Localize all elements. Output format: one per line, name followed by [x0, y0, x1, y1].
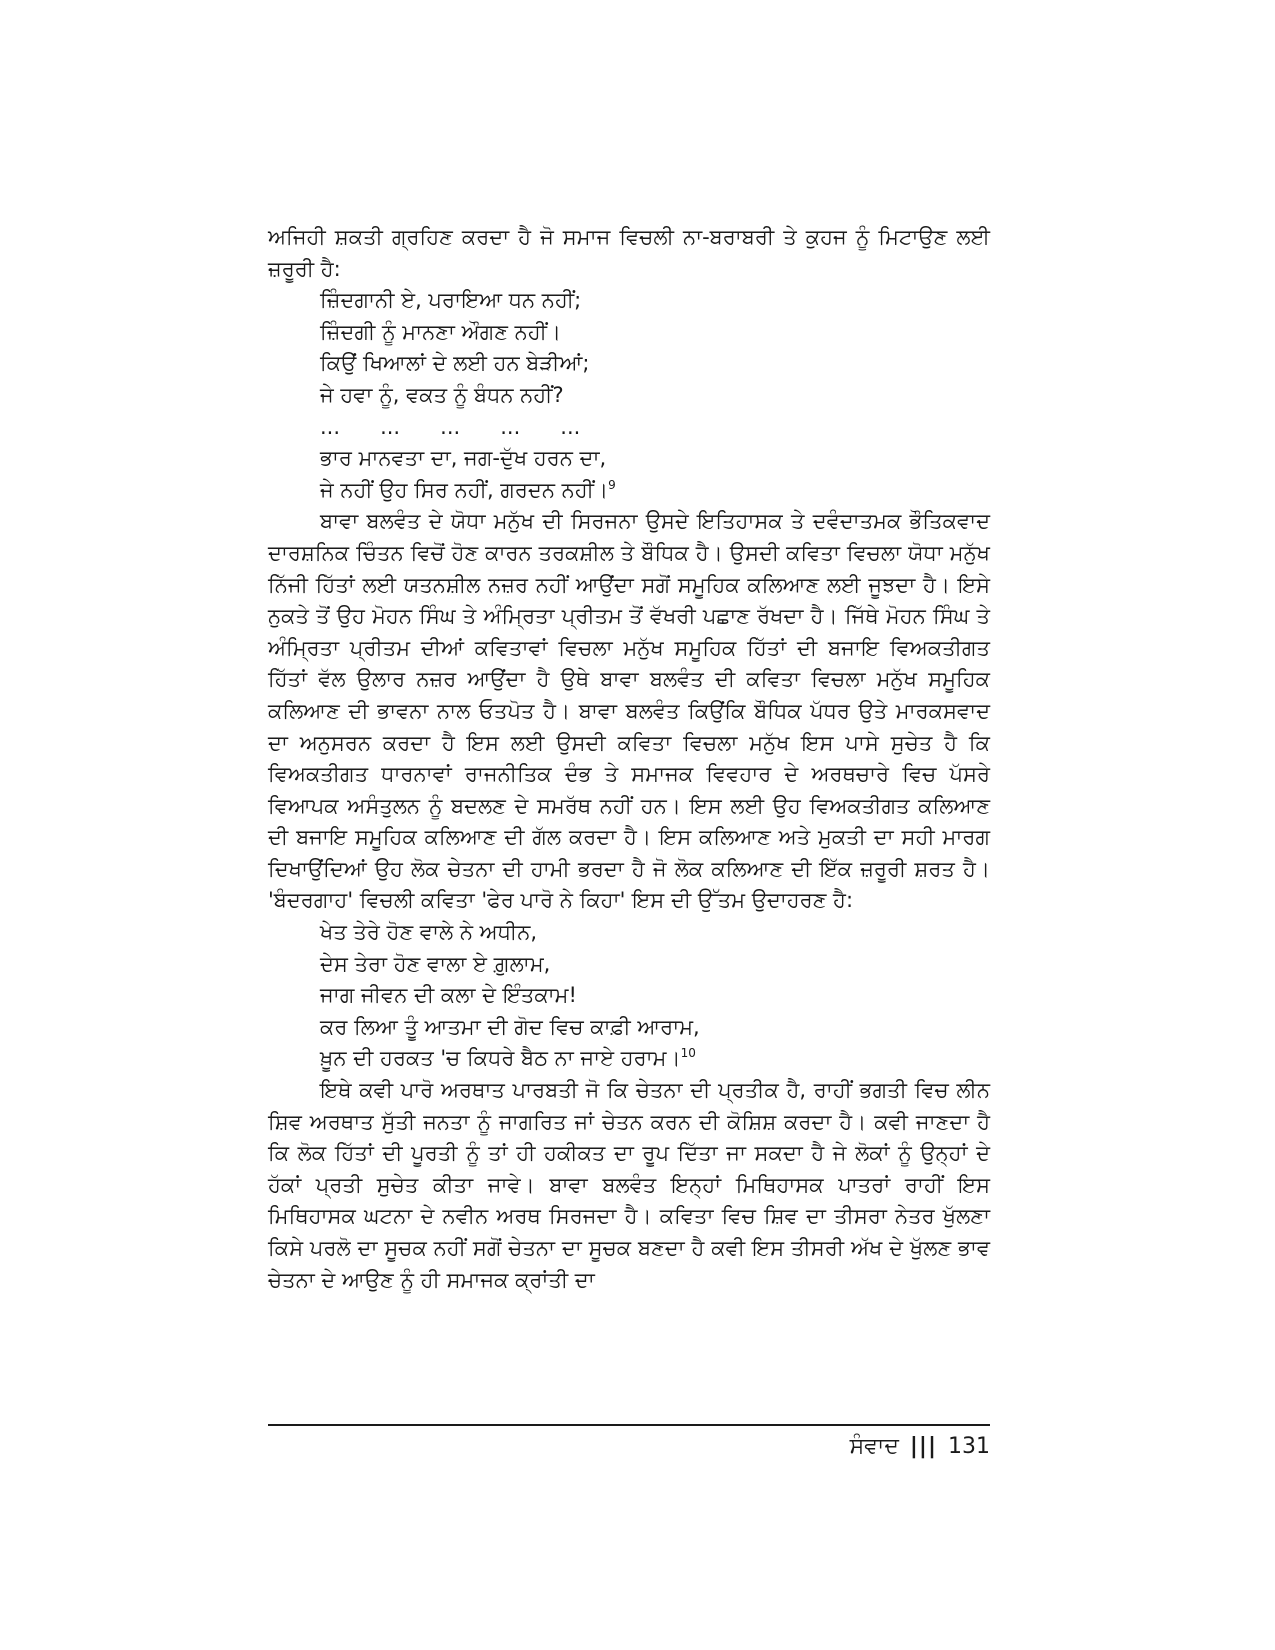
page-footer [850, 1432, 990, 1462]
verse-line: ਕਰ ਲਿਆ ਤੂੰ ਆਤਮਾ ਦੀ ਗੋਦ ਵਿਚ ਕਾਫ਼ੀ ਆਰਾਮ, [320, 1014, 700, 1039]
verse-line: ਜੇ ਹਵਾ ਨੂੰ, ਵਕਤ ਨੂੰ ਬੰਧਨ ਨਹੀਂ? [320, 382, 564, 407]
verse-ellipsis: ... ... ... ... ... [320, 414, 581, 439]
paragraph-2: ਬਾਵਾ ਬਲਵੰਤ ਦੇ ਯੋਧਾ ਮਨੁੱਖ ਦੀ ਸਿਰਜਨਾ ਉਸਦੇ ਇਤਿਹਾਸਕ ਤੇ ਦਵੰਦਾਤਮਕ ਭੌਤਿਕਵਾਦ ਦਾਰਸ਼ਨਿਕ ਚਿੰਤਨ ਵਿਚੋਂ ਹੋਣ ਕਾਰਨ ਤਰਕਸ਼ੀਲ ਤੇ ਬੌਧਿਕ ਹੈ। ਉਸਦੀ ਕਵਿਤਾ ਵਿਚਲਾ ਯੋਧਾ ਮਨੁੱਖ ਨਿੱਜੀ ਹਿੱਤਾਂ ਲਈ ਯਤਨਸ਼ੀਲ ਨਜ਼ਰ ਨਹੀਂ ਆਉਂਦਾ ਸਗੋਂ ਸਮੂਹਿਕ ਕਲਿਆਣ ਲਈ ਜੂਝਦਾ ਹੈ। ਇਸੇ ਨੁਕਤੇ ਤੋਂ ਉਹ ਮੋਹਨ ਸਿੰਘ ਤੇ ਅੰਮ੍ਰਿਤਾ ਪ੍ਰੀਤਮ ਤੋਂ ਵੱਖਰੀ ਪਛਾਣ ਰੱਖਦਾ ਹੈ। ਜਿੱਥੇ ਮੋਹਨ ਸਿੰਘ ਤੇ ਅੰਮ੍ਰਿਤਾ ਪ੍ਰੀਤਮ ਦੀਆਂ ਕਵਿਤਾਵਾਂ ਵਿਚਲਾ ਮਨੁੱਖ ਸਮੂਹਿਕ ਹਿੱਤਾਂ ਦੀ ਬਜਾਇ ਵਿਅਕਤੀਗਤ ਹਿੱਤਾਂ ਵੱਲ ਉਲਾਰ ਨਜ਼ਰ ਆਉਂਦਾ ਹੈ ਉਥੇ ਬਾਵਾ ਬਲਵੰਤ ਦੀ ਕਵਿਤਾ ਵਿਚਲਾ ਮਨੁੱਖ ਸਮੂਹਿਕ ਕਲਿਆਣ ਦੀ ਭਾਵਨਾ ਨਾਲ ਓਤਪੋਤ ਹੈ। ਬਾਵਾ ਬਲਵੰਤ ਕਿਉਂਕਿ ਬੌਧਿਕ ਪੱਧਰ ਉਤੇ ਮਾਰਕਸਵਾਦ ਦਾ ਅਨੁਸਰਨ ਕਰਦਾ ਹੈ ਇਸ ਲਈ ਉਸਦੀ ਕਵਿਤਾ ਵਿਚਲਾ ਮਨੁੱਖ ਇਸ ਪਾਸੇ ਸੁਚੇਤ ਹੈ ਕਿ ਵਿਅਕਤੀਗਤ ਧਾਰਨਾਵਾਂ ਰਾਜਨੀਤਿਕ ਦੰਭ ਤੇ ਸਮਾਜਕ ਵਿਵਹਾਰ ਦੇ ਅਰਥਚਾਰੇ ਵਿਚ ਪੱਸਰੇ ਵਿਆਪਕ ਅਸੰਤੁਲਨ ਨੂੰ ਬਦਲਣ ਦੇ ਸਮਰੱਥ ਨਹੀਂ ਹਨ। ਇਸ ਲਈ ਉਹ ਵਿਅਕਤੀਗਤ ਕਲਿਆਣ ਦੀ ਬਜਾਇ ਸਮੂਹਿਕ ਕਲਿਆਣ ਦੀ ਗੱਲ ਕਰਦਾ ਹੈ। ਇਸ ਕਲਿਆਣ ਅਤੇ ਮੁਕਤੀ ਦਾ ਸਹੀ ਮਾਰਗ ਦਿਖਾਉਂਦਿਆਂ ਉਹ ਲੋਕ ਚੇਤਨਾ ਦੀ ਹਾਮੀ ਭਰਦਾ ਹੈ ਜੋ ਲੋਕ ਕਲਿਆਣ ਦੀ ਇੱਕ ਜ਼ਰੂਰੀ ਸ਼ਰਤ ਹੈ। 'ਬੰਦਰਗਾਹ' ਵਿਚਲੀ ਕਵਿਤਾ 'ਫੇਰ ਪਾਰੋ ਨੇ ਕਿਹਾ' ਇਸ ਦੀ ਉੱਤਮ ਉਦਾਹਰਣ ਹੈ: [268, 509, 990, 913]
verse-line-text: ਖ਼ੂਨ ਦੀ ਹਰਕਤ 'ਚ ਕਿਧਰੇ ਬੈਠ ਨਾ ਜਾਏ ਹਰਾਮ। [320, 1046, 681, 1071]
page-number: 131 [948, 1434, 990, 1459]
footnote-ref: 9 [608, 477, 616, 492]
verse-line: ਜਾਗ ਜੀਵਨ ਦੀ ਕਲਾ ਦੇ ਇੰਤਕਾਮ! [320, 983, 577, 1008]
journal-name: ਸੰਵਾਦ [849, 1434, 899, 1459]
verse-line: ਦੇਸ ਤੇਰਾ ਹੋਣ ਵਾਲਾ ਏ ਗ਼ੁਲਾਮ, [320, 951, 551, 976]
verse-line: ਕਿਉਂ ਖਿਆਲਾਂ ਦੇ ਲਈ ਹਨ ਬੇੜੀਆਂ; [320, 351, 590, 376]
paragraph-3: ਇਥੇ ਕਵੀ ਪਾਰੋ ਅਰਥਾਤ ਪਾਰਬਤੀ ਜੋ ਕਿ ਚੇਤਨਾ ਦੀ ਪ੍ਰਤੀਕ ਹੈ, ਰਾਹੀਂ ਭਗਤੀ ਵਿਚ ਲੀਨ ਸ਼ਿਵ ਅਰਥਾਤ ਸੁੱਤੀ ਜਨਤਾ ਨੂੰ ਜਾਗਰਿਤ ਜਾਂ ਚੇਤਨ ਕਰਨ ਦੀ ਕੋਸ਼ਿਸ਼ ਕਰਦਾ ਹੈ। ਕਵੀ ਜਾਣਦਾ ਹੈ ਕਿ ਲੋਕ ਹਿੱਤਾਂ ਦੀ ਪੂਰਤੀ ਨੂੰ ਤਾਂ ਹੀ ਹਕੀਕਤ ਦਾ ਰੂਪ ਦਿੱਤਾ ਜਾ ਸਕਦਾ ਹੈ ਜੇ ਲੋਕਾਂ ਨੂੰ ਉਨ੍ਹਾਂ ਦੇ ਹੱਕਾਂ ਪ੍ਰਤੀ ਸੁਚੇਤ ਕੀਤਾ ਜਾਵੇ। ਬਾਵਾ ਬਲਵੰਤ ਇਨ੍ਹਾਂ ਮਿਥਿਹਾਸਕ ਪਾਤਰਾਂ ਰਾਹੀਂ ਇਸ ਮਿਥਿਹਾਸਕ ਘਟਨਾ ਦੇ ਨਵੀਨ ਅਰਥ ਸਿਰਜਦਾ ਹੈ। ਕਵਿਤਾ ਵਿਚ ਸ਼ਿਵ ਦਾ ਤੀਸਰਾ ਨੇਤਰ ਖੁੱਲਣਾ ਕਿਸੇ ਪਰਲੋ ਦਾ ਸੂਚਕ ਨਹੀਂ ਸਗੋਂ ਚੇਤਨਾ ਦਾ ਸੂਚਕ ਬਣਦਾ ਹੈ ਕਵੀ ਇਸ ਤੀਸਰੀ ਅੱਖ ਦੇ ਖੁੱਲਣ ਭਾਵ ਚੇਤਨਾ ਦੇ ਆਉਣ ਨੂੰ ਹੀ ਸਮਾਜਕ ਕ੍ਰਾਂਤੀ ਦਾ [268, 1078, 990, 1292]
verse-line-text: ਜੇ ਨਹੀਂ ਉਹ ਸਿਰ ਨਹੀਂ, ਗਰਦਨ ਨਹੀਂ। [320, 477, 609, 502]
verse-line: ਭਾਰ ਮਾਨਵਤਾ ਦਾ, ਜਗ-ਦੁੱਖ ਹਰਨ ਦਾ, [320, 446, 607, 471]
verse-block-2 [268, 917, 990, 1075]
verse-line-last [268, 1043, 990, 1075]
footnote-ref: 10 [680, 1046, 696, 1061]
verse-line: ਜ਼ਿੰਦਗੀ ਨੂੰ ਮਾਨਣਾ ਔਗਣ ਨਹੀਂ। [320, 319, 562, 344]
verse-block-1 [268, 285, 990, 506]
footer-rule [268, 1424, 990, 1426]
verse-line: ਖੇਤ ਤੇਰੇ ਹੋਣ ਵਾਲੇ ਨੇ ਅਧੀਨ, [320, 920, 538, 945]
verse-line: ਜ਼ਿੰਦਗਾਨੀ ਏ, ਪਰਾਇਆ ਧਨ ਨਹੀਂ; [320, 288, 582, 313]
verse-line-last [268, 475, 990, 507]
body-text [268, 222, 990, 1296]
paragraph-1: ਅਜਿਹੀ ਸ਼ਕਤੀ ਗ੍ਰਹਿਣ ਕਰਦਾ ਹੈ ਜੋ ਸਮਾਜ ਵਿਚਲੀ ਨਾ-ਬਰਾਬਰੀ ਤੇ ਕੁਹਜ ਨੂੰ ਮਿਟਾਉਣ ਲਈ ਜ਼ਰੂਰੀ ਹੈ: [268, 225, 990, 281]
separator-bars: ||| [909, 1434, 937, 1459]
